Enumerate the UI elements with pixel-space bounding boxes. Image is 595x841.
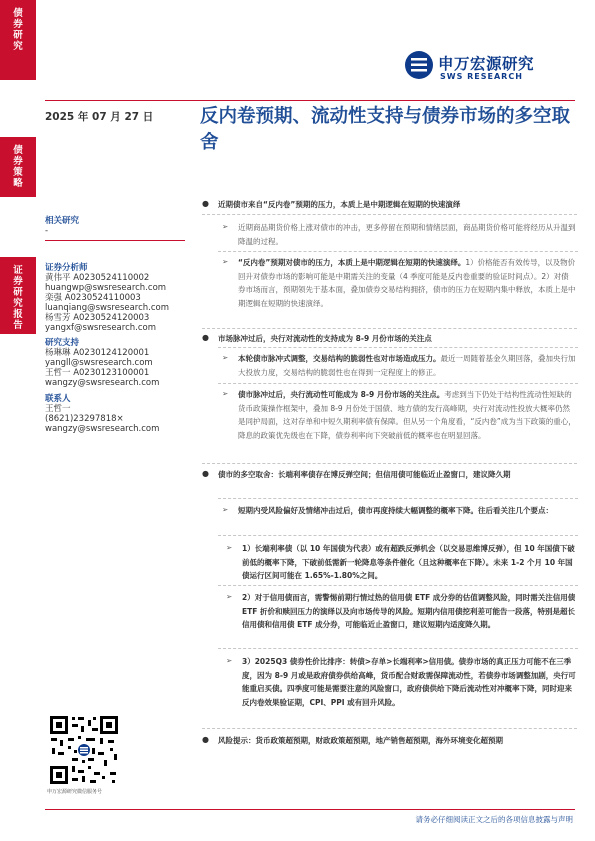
support-heading: 研究支持 — [45, 338, 80, 348]
section-3-point-3: 2）对于信用债而言，需警惕前期行情过热的信用债 ETF 成分券的估值调整风险，同时需关注信用债 ETF 折价和赎回压力的演绎以及向市场传导的风险。短期内信用债挖利差可能告一段落，特别是超长信用债和信用债 ETF 成分券，可能临近止盈窗口，建议短期内适度降久期。 — [242, 593, 576, 629]
section-3-point-2: 1）长端利率债（以 10 年国债为代表）或有超跌反弹机会（以交易思维博反弹），但 10 年国债下破前低的概率下降，下破前低需新一轮降息等条件催化（且这种概率在下降）。未来 1-2 个月 10 年国债运行区间可能在 1.65%-1.80%之间。 — [242, 544, 575, 580]
divider — [218, 383, 578, 384]
analyst-line: huangwp@swsresearch.com — [45, 283, 167, 293]
divider — [218, 347, 578, 348]
section-1-point-2 — [238, 256, 576, 310]
footer-divider — [45, 809, 575, 810]
divider — [218, 498, 578, 499]
brand-logo — [404, 50, 564, 88]
qr-code[interactable] — [48, 714, 120, 786]
analyst-line: yangxf@swsresearch.com — [45, 323, 156, 333]
divider — [202, 728, 577, 729]
sidebar-divider — [45, 240, 185, 241]
sws-logo-icon — [404, 50, 434, 80]
divider — [218, 535, 578, 536]
side-tab-bottom-label: 证 券 研 究 报 告 — [13, 265, 23, 331]
arrow-icon: ➢ — [226, 543, 233, 552]
section-2-point-2 — [238, 388, 576, 442]
support-line: 王哲一 A0230123100001 — [45, 368, 150, 378]
bullet-icon: ● — [202, 199, 209, 208]
support-line: wangzy@swsresearch.com — [45, 378, 160, 388]
section-1-point-1: 近期商品期货价格上涨对债市的冲击，更多停留在预期和情绪层面，商品期货价格可能将经历从升温到降温的过程。 — [238, 223, 576, 246]
arrow-icon: ➢ — [222, 389, 229, 398]
divider — [202, 328, 577, 329]
section-2-lead: 市场脉冲过后，央行对流动性的支持成为 8-9 月份市场的关注点 — [218, 334, 432, 343]
divider — [202, 214, 577, 215]
side-tab-middle — [0, 137, 36, 197]
side-tab-top-label: 债 券 研 究 — [13, 8, 23, 52]
contact-line: 王哲一 — [45, 404, 71, 414]
arrow-icon: ➢ — [222, 222, 229, 231]
section-2-point-1 — [238, 352, 576, 379]
arrow-icon: ➢ — [226, 656, 233, 665]
section-1-point-2-rest: 1）价格能否有效传导，以及物价回升对债券市场的影响可能是中期需关注的变量（4 季度可能是反内卷重要的验证时间点）。2）对债券市场而言，预期领先于基本面，叠加债券交易结构拥挤，债市的压力在短期内集中释放，本质上是中期逻辑在短期的快速演绎。 — [238, 258, 576, 308]
section-3-lead: 债市的多空取舍：长端利率债存在博反弹空间；但信用债可能临近止盈窗口，建议降久期 — [218, 470, 511, 479]
bullet-icon: ● — [202, 469, 209, 478]
section-1-point-2-bold: “反内卷”预期对债市的压力，本质上是中期逻辑在短期的快速演绎。 — [238, 258, 466, 267]
contact-heading: 联系人 — [45, 394, 71, 404]
arrow-icon: ➢ — [222, 353, 229, 362]
section-3-point-1: 短期内受风险偏好及情绪冲击过后，债市再度持续大幅调整的概率下降。往后看关注几个要点： — [238, 506, 553, 515]
section-2-point-2-rest: 考虑到当下仍处于结构性流动性短缺的货币政策操作框架中，叠加 8-9 月份处于国债、地方债的发行高峰期，央行对流动性投放大概率仍然是同护局面，这对存单和中短久期利率债有保障。但从另一个角度看，“反内卷”成为当下政策的重心，降息的政策优先级也在下降，债券利率向下突破前低的概率也在明显回落。 — [238, 390, 576, 440]
analyst-line: 栾强 A0230524110003 — [45, 293, 141, 303]
side-tab-bottom — [0, 257, 36, 334]
arrow-icon: ➢ — [226, 592, 233, 601]
analyst-line: 黄伟平 A0230524110002 — [45, 273, 150, 283]
risk-warning: 风险提示：货币政策超预期，财政政策超预期，地产销售超预期，海外环境变化超预期 — [218, 736, 503, 745]
report-title: 反内卷预期、流动性支持与债券市场的多空取舍 — [200, 106, 571, 153]
support-line: yangll@swsresearch.com — [45, 358, 153, 368]
side-tab-top — [0, 0, 36, 80]
arrow-icon: ➢ — [222, 505, 229, 514]
analyst-line: 杨雪芳 A0230524120003 — [45, 313, 150, 323]
divider — [218, 648, 578, 649]
support-line: 杨琳琳 A0230124120001 — [45, 348, 150, 358]
section-1-lead: 近期债市来自“反内卷”预期的压力，本质上是中期逻辑在短期的快速演绎 — [218, 200, 461, 209]
analysts-heading: 证券分析师 — [45, 263, 88, 273]
contact-line: wangzy@swsresearch.com — [45, 424, 160, 434]
divider — [202, 463, 577, 464]
divider — [218, 585, 578, 586]
side-tab-middle-label: 债 券 策 略 — [13, 145, 23, 189]
contact-line: (8621)23297818× — [45, 414, 124, 424]
section-2-point-2-bold: 债市脉冲过后，央行流动性可能成为 8-9 月份市场的关注点。 — [238, 390, 445, 399]
qr-caption: 申万宏源研究微信服务号 — [47, 789, 103, 795]
related-heading: 相关研究 — [45, 216, 80, 226]
support-block — [45, 338, 195, 388]
header-divider — [45, 100, 575, 101]
report-date: 2025 年 07 月 27 日 — [45, 111, 154, 123]
brand-name-cn: 申万宏源研究 — [438, 55, 535, 73]
divider — [218, 251, 578, 252]
analyst-line: luanqiang@swsresearch.com — [45, 303, 170, 313]
brand-name-en: SWS RESEARCH — [440, 72, 523, 81]
footer-disclaimer: 请务必仔细阅读正文之后的各项信息披露与声明 — [415, 815, 573, 824]
section-2-point-1-rest: 最近一周随着基金久期回落，叠加央行加大投放力度，交易结构的脆弱性也在得到一定程度上的修正。 — [238, 354, 576, 377]
bullet-icon: ● — [202, 735, 209, 744]
section-3-point-4: 3）2025Q3 债券性价比排序：转债>存单>长端利率>信用债。债券市场的真正压力可能不在三季度，因为 8-9 月或是政府债券供给高峰，货币配合财政需保障流动性，若债券市场调整加剧，央行可能重启买债。四季度可能是需要注意的风险窗口，政府债供给下降后流动性对冲概率下降，同时迎来反内卷效果验证期，CPI、PPI 或有回升风险。 — [242, 657, 576, 707]
related-research — [45, 216, 195, 236]
related-value: - — [45, 226, 49, 236]
analysts-block — [45, 263, 195, 333]
contact-block — [45, 394, 195, 434]
arrow-icon: ➢ — [222, 257, 229, 266]
section-2-point-1-bold: 本轮债市脉冲式调整，交易结构的脆弱性也对市场造成压力。 — [238, 354, 441, 363]
bullet-icon: ● — [202, 333, 209, 342]
